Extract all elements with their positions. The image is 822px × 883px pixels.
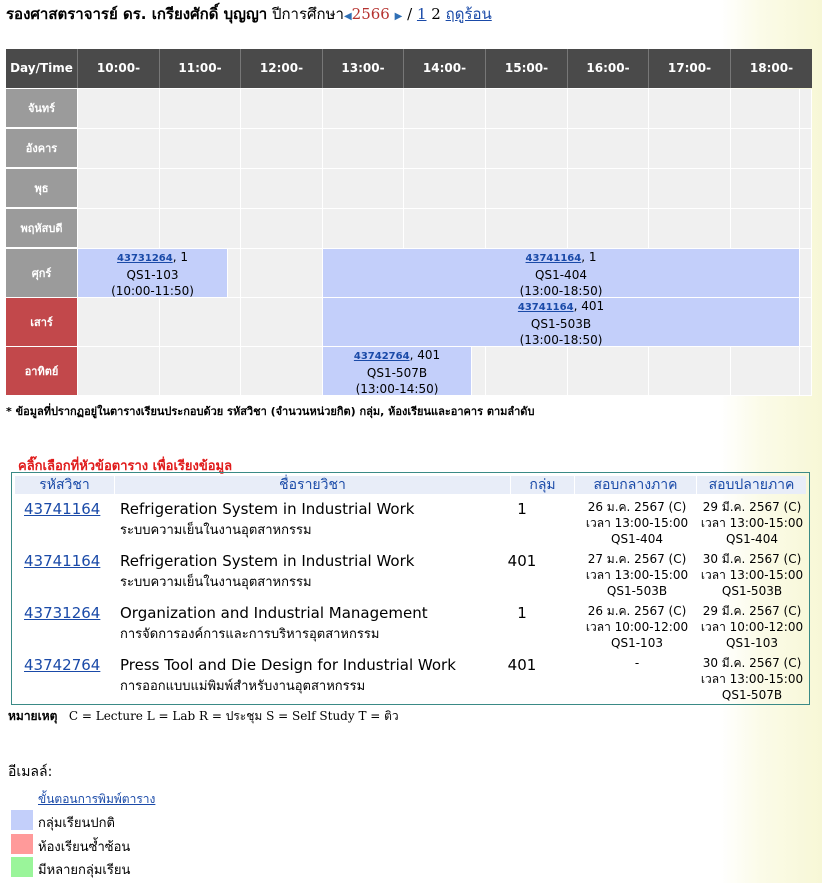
course-name-en: Organization and Industrial Management xyxy=(120,604,428,622)
legend-label-conflict: ห้องเรียนซ้ำซ้อน xyxy=(38,840,131,855)
course-name xyxy=(120,603,428,645)
timetable-cell xyxy=(486,347,568,396)
day-friday: ศุกร์ xyxy=(6,249,77,298)
timetable-cell xyxy=(78,169,160,209)
timetable-cell xyxy=(800,347,812,396)
final-exam xyxy=(692,499,812,547)
exam-time: เวลา 13:00-15:00 xyxy=(700,516,804,530)
timetable-cell xyxy=(78,129,160,169)
day-saturday: เสาร์ xyxy=(6,298,77,347)
remark-label: หมายเหตุ xyxy=(8,709,58,723)
course-name xyxy=(120,551,414,593)
timetable-cell xyxy=(649,169,731,209)
midterm-exam xyxy=(577,551,697,599)
time-header[interactable]: 12:00- xyxy=(241,49,323,88)
course-group: 401 xyxy=(507,656,537,674)
midterm-exam xyxy=(577,499,697,547)
exam-time: เวลา 13:00-15:00 xyxy=(700,672,804,686)
exam-room: QS1-503B xyxy=(606,584,668,598)
course-code-link[interactable]: 43742764 xyxy=(24,656,101,674)
summer-link[interactable]: ฤดูร้อน xyxy=(445,5,492,23)
timetable-cell xyxy=(568,347,649,396)
exam-date: - xyxy=(634,656,640,670)
day-thursday: พฤหัสบดี xyxy=(6,209,77,248)
course-code-link[interactable]: 43741164 xyxy=(24,552,101,570)
course-room: QS1-507B xyxy=(366,366,428,380)
timetable-cell xyxy=(649,129,731,169)
timetable-cell xyxy=(731,169,800,209)
day-tuesday: อังคาร xyxy=(6,129,77,168)
timetable-cell xyxy=(241,169,323,209)
exam-room: QS1-503B xyxy=(721,584,783,598)
course-name-en: Refrigeration System in Industrial Work xyxy=(120,500,415,518)
year-label: ปีการศึกษา xyxy=(271,5,344,23)
timetable-cell xyxy=(800,169,812,209)
exam-time: เวลา 10:00-12:00 xyxy=(585,620,689,634)
timetable-cell xyxy=(241,129,323,169)
timetable-cell xyxy=(323,89,404,129)
course-group: 401 xyxy=(507,552,537,570)
course-room: QS1-103 xyxy=(126,268,179,282)
exam-date: 26 ม.ค. 2567 (C) xyxy=(587,500,687,514)
exam-room: QS1-103 xyxy=(611,636,663,650)
col-header-group[interactable]: กลุ่ม xyxy=(511,476,575,494)
course-time: (13:00-14:50) xyxy=(355,382,439,396)
course-name-th: การออกแบบแม่พิมพ์สำหรับงานอุตสาหกรรม xyxy=(120,679,366,694)
semester-slash: / xyxy=(407,5,413,23)
course-name xyxy=(120,655,456,697)
course-name xyxy=(120,499,414,541)
course-time: (10:00-11:50) xyxy=(111,284,194,298)
timetable-cell xyxy=(160,89,241,129)
timetable-cell xyxy=(800,89,812,129)
timetable-cell xyxy=(800,209,812,249)
exam-date: 30 มี.ค. 2567 (C) xyxy=(702,656,802,670)
course-time: (13:00-18:50) xyxy=(519,333,603,347)
course-group: , 401 xyxy=(409,348,441,362)
col-header-name[interactable]: ชื่อรายวิชา xyxy=(115,476,511,494)
email-label: อีเมลล์: xyxy=(8,764,53,780)
time-header[interactable]: 14:00- xyxy=(404,49,486,88)
course-group: 1 xyxy=(517,604,527,622)
timetable-cell xyxy=(404,129,486,169)
col-header-midterm[interactable]: สอบกลางภาค xyxy=(575,476,697,494)
timetable-cell xyxy=(486,89,568,129)
exam-time: เวลา 13:00-15:00 xyxy=(585,516,689,530)
course-name-en: Refrigeration System in Industrial Work xyxy=(120,552,415,570)
timetable-cell xyxy=(241,249,323,298)
timetable-cell xyxy=(78,209,160,249)
timetable-cell xyxy=(568,209,649,249)
course-block xyxy=(78,249,228,298)
remark-text: C = Lecture L = Lab R = ประชุม S = Self Study T = ติว xyxy=(68,709,399,723)
day-sunday: อาทิตย์ xyxy=(6,347,77,396)
course-code-link[interactable]: 43741164 xyxy=(525,253,582,264)
course-group: , 1 xyxy=(581,250,597,264)
course-group: , 401 xyxy=(573,299,605,313)
sort-hint: คลิ๊กเลือกที่หัวข้อตาราง เพื่อเรียงข้อมูล xyxy=(18,459,233,474)
course-name-th: ระบบความเย็นในงานอุตสาหกรรม xyxy=(120,575,312,590)
course-block xyxy=(323,298,800,347)
timetable-cell xyxy=(78,89,160,129)
midterm-exam xyxy=(577,655,697,671)
course-time: (13:00-18:50) xyxy=(519,284,603,298)
exam-date: 26 ม.ค. 2567 (C) xyxy=(587,604,687,618)
timetable-cell xyxy=(568,89,649,129)
timetable-cell xyxy=(78,298,160,347)
exam-room: QS1-507B xyxy=(721,688,783,702)
timetable-cell xyxy=(568,129,649,169)
time-header[interactable]: 10:00- xyxy=(78,49,160,88)
academic-year: 2566 xyxy=(351,5,390,23)
remark xyxy=(8,707,399,726)
prev-year-icon[interactable]: ◀ xyxy=(343,11,352,22)
timetable-cell xyxy=(404,169,486,209)
course-block xyxy=(323,249,800,298)
course-name-th: การจัดการองค์การและการบริหารอุตสาหกรรม xyxy=(120,627,380,642)
exam-room: QS1-103 xyxy=(726,636,778,650)
timetable-cell xyxy=(486,209,568,249)
day-monday: จันทร์ xyxy=(6,89,77,128)
timetable-cell xyxy=(649,209,731,249)
legend-swatch-normal xyxy=(11,810,33,830)
timetable-cell xyxy=(404,209,486,249)
exam-date: 30 มี.ค. 2567 (C) xyxy=(702,552,802,566)
timetable-cell xyxy=(568,169,649,209)
timetable-cell xyxy=(323,169,404,209)
exam-date: 29 มี.ค. 2567 (C) xyxy=(702,604,802,618)
semester-1-link[interactable]: 1 xyxy=(416,5,427,23)
course-code-link[interactable]: 43731264 xyxy=(24,604,101,622)
course-name-en: Press Tool and Die Design for Industrial Work xyxy=(120,656,456,674)
teacher-name: รองศาสตราจารย์ ดร. เกรียงศักดิ์ บุญญา xyxy=(6,5,268,23)
exam-date: 27 ม.ค. 2567 (C) xyxy=(587,552,687,566)
legend-swatch-multi xyxy=(11,857,33,877)
timetable-cell xyxy=(160,347,241,396)
timetable-cell xyxy=(323,209,404,249)
timetable-cell xyxy=(731,209,800,249)
timetable-cell xyxy=(241,298,323,347)
course-group: , 1 xyxy=(172,250,188,264)
final-exam xyxy=(692,603,812,651)
exam-time: เวลา 13:00-15:00 xyxy=(700,568,804,582)
timetable-cell xyxy=(160,209,241,249)
midterm-exam xyxy=(577,603,697,651)
page-header xyxy=(6,2,492,24)
legend-swatch-conflict xyxy=(11,834,33,854)
col-header-final[interactable]: สอบปลายภาค xyxy=(697,476,806,494)
course-room: QS1-404 xyxy=(535,268,587,282)
timetable-cell xyxy=(800,298,812,347)
exam-time: เวลา 13:00-15:00 xyxy=(585,568,689,582)
course-list-table xyxy=(11,472,810,705)
timetable-cell xyxy=(160,129,241,169)
time-header[interactable]: 15:00- xyxy=(486,49,568,88)
timetable-cell xyxy=(78,347,160,396)
course-code-link[interactable]: 43731264 xyxy=(117,253,173,264)
next-year-icon[interactable]: ▶ xyxy=(394,11,403,22)
day-wednesday: พุธ xyxy=(6,169,77,208)
legend-label-normal: กลุ่มเรียนปกติ xyxy=(38,816,115,831)
timetable-cell xyxy=(800,249,812,298)
timetable-cell xyxy=(160,169,241,209)
final-exam xyxy=(692,551,812,599)
course-code-link[interactable]: 43741164 xyxy=(517,302,574,313)
semester-2-current: 2 xyxy=(431,5,441,23)
time-header[interactable]: 11:00- xyxy=(160,49,241,88)
timetable-cell xyxy=(731,129,800,169)
corner-header: Day/Time xyxy=(6,49,78,88)
exam-time: เวลา 10:00-12:00 xyxy=(700,620,804,634)
timetable-cell xyxy=(241,347,323,396)
timetable-footnote: * ข้อมูลที่ปรากฏอยู่ในตารางเรียนประกอบด้วย รหัสวิชา (จำนวนหน่วยกิต) กลุ่ม, ห้องเรียนและอาคาร ตามลำดับ xyxy=(6,405,535,418)
col-header-code[interactable]: รหัสวิชา xyxy=(15,476,115,494)
timetable-cell xyxy=(731,89,800,129)
timetable-cell xyxy=(404,89,486,129)
timetable-cell xyxy=(486,169,568,209)
timetable-cell xyxy=(323,129,404,169)
course-code-link[interactable]: 43742764 xyxy=(353,351,410,362)
legend-label-multi: มีหลายกลุ่มเรียน xyxy=(38,863,131,878)
timetable-cell xyxy=(800,129,812,169)
time-header[interactable]: 16:00- xyxy=(568,49,649,88)
print-instructions-link[interactable]: ขั้นตอนการพิมพ์ตาราง xyxy=(38,792,156,806)
exam-room: QS1-404 xyxy=(611,532,663,546)
time-header[interactable]: 18:00- xyxy=(749,61,794,75)
time-header[interactable]: 13:00- xyxy=(323,49,404,88)
course-name-th: ระบบความเย็นในงานอุตสาหกรรม xyxy=(120,523,312,538)
timetable-cell xyxy=(486,129,568,169)
timetable-cell xyxy=(160,298,241,347)
timetable-cell xyxy=(241,89,323,129)
course-block xyxy=(323,347,472,396)
final-exam xyxy=(692,655,812,703)
course-group: 1 xyxy=(517,500,527,518)
timetable-cell xyxy=(241,209,323,249)
course-room: QS1-503B xyxy=(530,317,592,331)
timetable-cell xyxy=(649,89,731,129)
timetable-cell xyxy=(649,347,731,396)
exam-date: 29 มี.ค. 2567 (C) xyxy=(702,500,802,514)
time-header[interactable]: 17:00- xyxy=(649,49,731,88)
exam-room: QS1-404 xyxy=(726,532,778,546)
timetable-cell xyxy=(731,347,800,396)
course-code-link[interactable]: 43741164 xyxy=(24,500,101,518)
